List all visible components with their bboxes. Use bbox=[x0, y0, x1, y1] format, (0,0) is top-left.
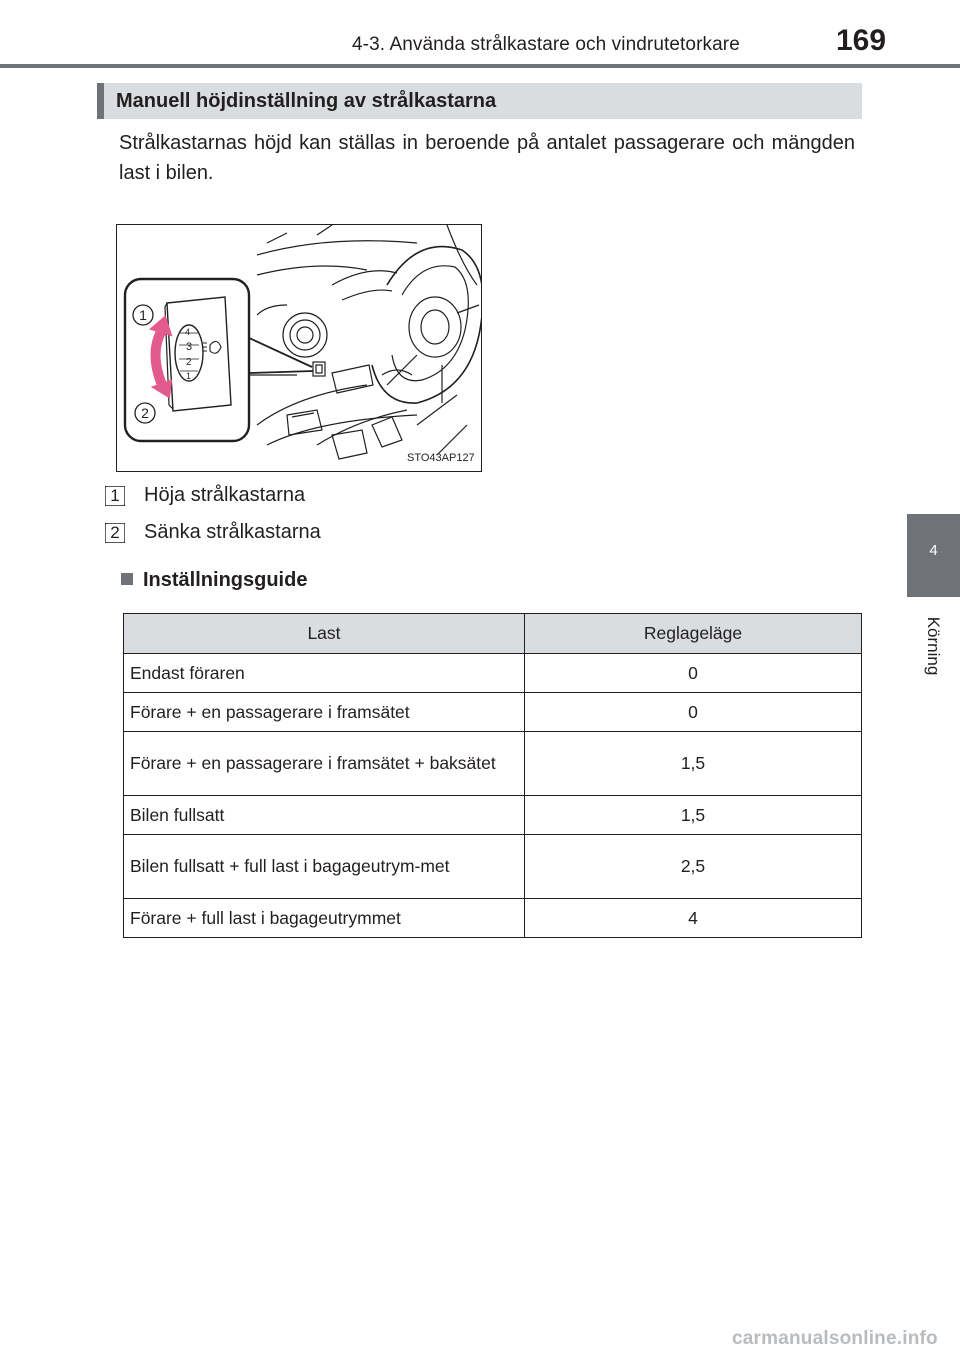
watermark: carmanualsonline.info bbox=[732, 1328, 938, 1349]
page-number: 169 bbox=[836, 24, 887, 57]
position-cell: 1,5 bbox=[525, 732, 862, 796]
position-cell: 1,5 bbox=[525, 796, 862, 835]
column-header-position: Reglageläge bbox=[525, 614, 862, 654]
table-row bbox=[124, 654, 862, 693]
chapter-tab-number: 4 bbox=[929, 542, 938, 559]
figure-code: STO43AP127 bbox=[407, 452, 475, 464]
headlight-dial-illustration bbox=[116, 224, 482, 472]
load-cell: Förare + en passagerare i framsätet bbox=[124, 693, 525, 732]
position-cell: 0 bbox=[525, 654, 862, 693]
table-row bbox=[124, 899, 862, 938]
subsection-title: Inställningsguide bbox=[143, 569, 308, 591]
dial-label-1: 1 bbox=[186, 371, 192, 381]
square-bullet-icon bbox=[121, 573, 133, 585]
table-header-row bbox=[124, 614, 862, 654]
settings-guide-table bbox=[123, 613, 862, 938]
callout-1-label: 1 bbox=[139, 307, 147, 323]
section-heading-accent bbox=[97, 83, 104, 119]
callout-2-label: 2 bbox=[141, 405, 149, 421]
header-divider bbox=[0, 64, 960, 68]
chapter-tab-label: Körning bbox=[924, 616, 943, 676]
dial-label-3: 3 bbox=[186, 341, 193, 353]
legend-number-2: 2 bbox=[110, 523, 120, 542]
table-row bbox=[124, 732, 862, 796]
position-cell: 4 bbox=[525, 899, 862, 938]
load-cell: Förare + en passagerare i framsätet + baksätet bbox=[124, 732, 525, 796]
dial-label-4: 4 bbox=[185, 327, 191, 337]
legend-text-lower: Sänka strålkastarna bbox=[144, 521, 321, 543]
column-header-load: Last bbox=[124, 614, 525, 654]
section-heading-text: Manuell höjdinställning av strålkastarna bbox=[116, 90, 497, 112]
table-row bbox=[124, 693, 862, 732]
load-cell: Förare + full last i bagageutrymmet bbox=[124, 899, 525, 938]
table-row bbox=[124, 835, 862, 899]
intro-paragraph: Strålkastarnas höjd kan ställas in beroende på antalet passagerare och mängden last i bilen. bbox=[119, 132, 855, 184]
chapter-tab bbox=[907, 514, 960, 597]
section-heading bbox=[97, 83, 862, 119]
position-cell: 2,5 bbox=[525, 835, 862, 899]
load-cell: Endast föraren bbox=[124, 654, 525, 693]
position-cell: 0 bbox=[525, 693, 862, 732]
load-cell: Bilen fullsatt bbox=[124, 796, 525, 835]
subsection-heading bbox=[121, 569, 307, 592]
legend-text-raise: Höja strålkastarna bbox=[144, 484, 306, 506]
load-cell: Bilen fullsatt + full last i bagageutrym-met bbox=[124, 835, 525, 899]
table-row bbox=[124, 796, 862, 835]
legend-number-1: 1 bbox=[110, 486, 120, 505]
dial-label-2: 2 bbox=[186, 357, 192, 368]
dashboard-drawing bbox=[117, 225, 481, 471]
chapter-title: 4-3. Använda strålkastare och vindrutetorkare bbox=[352, 34, 740, 55]
